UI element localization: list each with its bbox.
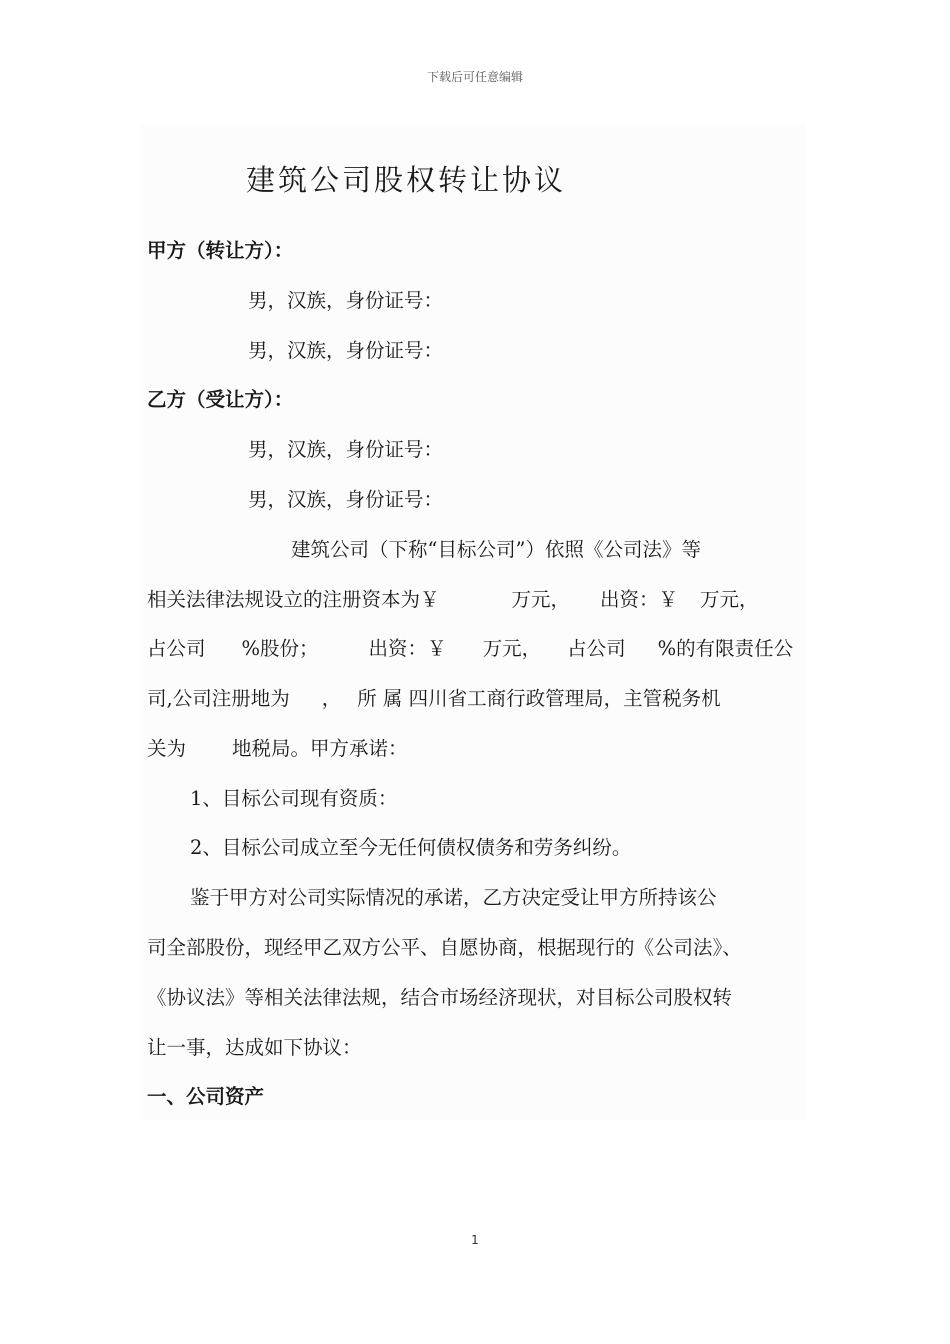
intro-contribution-2-unit: 万元， xyxy=(482,637,542,660)
party-a-person-1: 男，汉族，身份证号： xyxy=(248,289,444,312)
party-b-person-2: 男，汉族，身份证号： xyxy=(248,488,444,511)
commitment-item-2: 2、目标公司成立至今无任何债权债务和劳务纠纷。 xyxy=(190,836,632,859)
intro-capital-text: 相关法律法规设立的注册资本为￥ xyxy=(147,588,440,611)
intro-share-1-unit: %股份； xyxy=(241,637,319,660)
commitment-item-1: 1、目标公司现有资质： xyxy=(190,787,398,810)
intro-share-1-label: 占公司 xyxy=(147,637,206,660)
recital-line-4: 让一事，达成如下协议： xyxy=(147,1036,362,1059)
party-a-person-2: 男，汉族，身份证号： xyxy=(248,339,444,362)
recital-line-2: 司全部股份，现经甲乙双方公平、自愿协商，根据现行的《公司法》、 xyxy=(147,936,742,959)
intro-tax-label: 关为 xyxy=(147,737,187,760)
intro-line-3 xyxy=(147,639,793,659)
document-body xyxy=(140,124,806,1120)
page-number: 1 xyxy=(471,1233,479,1247)
section-1-heading: 一、公司资产 xyxy=(147,1085,265,1108)
intro-authority: 所 属 四川省工商行政管理局，主管税务机 xyxy=(357,687,721,710)
intro-registered-address: 司,公司注册地为 xyxy=(147,687,290,710)
party-b-label: 乙方（受让方）： xyxy=(147,388,294,411)
party-a-label: 甲方（转让方）： xyxy=(147,239,294,262)
intro-line-1: 建筑公司（下称“目标公司”）依照《公司法》等 xyxy=(291,538,701,561)
intro-line-4 xyxy=(147,689,721,709)
recital-line-1: 鉴于甲方对公司实际情况的承诺，乙方决定受让甲方所持该公 xyxy=(190,886,717,909)
recital-line-3: 《协议法》等相关法律法规，结合市场经济现状，对目标公司股权转 xyxy=(147,986,733,1009)
intro-line-4-comma: ， xyxy=(321,687,342,710)
intro-contribution-2: 出资：￥ xyxy=(368,637,447,660)
intro-contribution-1: 出资：￥ xyxy=(600,588,679,611)
intro-share-2-unit: %的有限责任公 xyxy=(657,637,794,660)
document-title: 建筑公司股权转让协议 xyxy=(246,163,567,197)
intro-contribution-1-unit: 万元， xyxy=(700,588,759,611)
header-note: 下载后可任意编辑 xyxy=(426,70,523,84)
party-b-person-1: 男，汉族，身份证号： xyxy=(248,438,444,461)
intro-capital-unit: 万元， xyxy=(511,588,571,611)
intro-line-5 xyxy=(147,739,408,759)
intro-tax-bureau: 地税局。甲方承诺： xyxy=(232,737,408,760)
intro-share-2-label: 占公司 xyxy=(567,637,626,660)
intro-line-2 xyxy=(147,590,759,610)
